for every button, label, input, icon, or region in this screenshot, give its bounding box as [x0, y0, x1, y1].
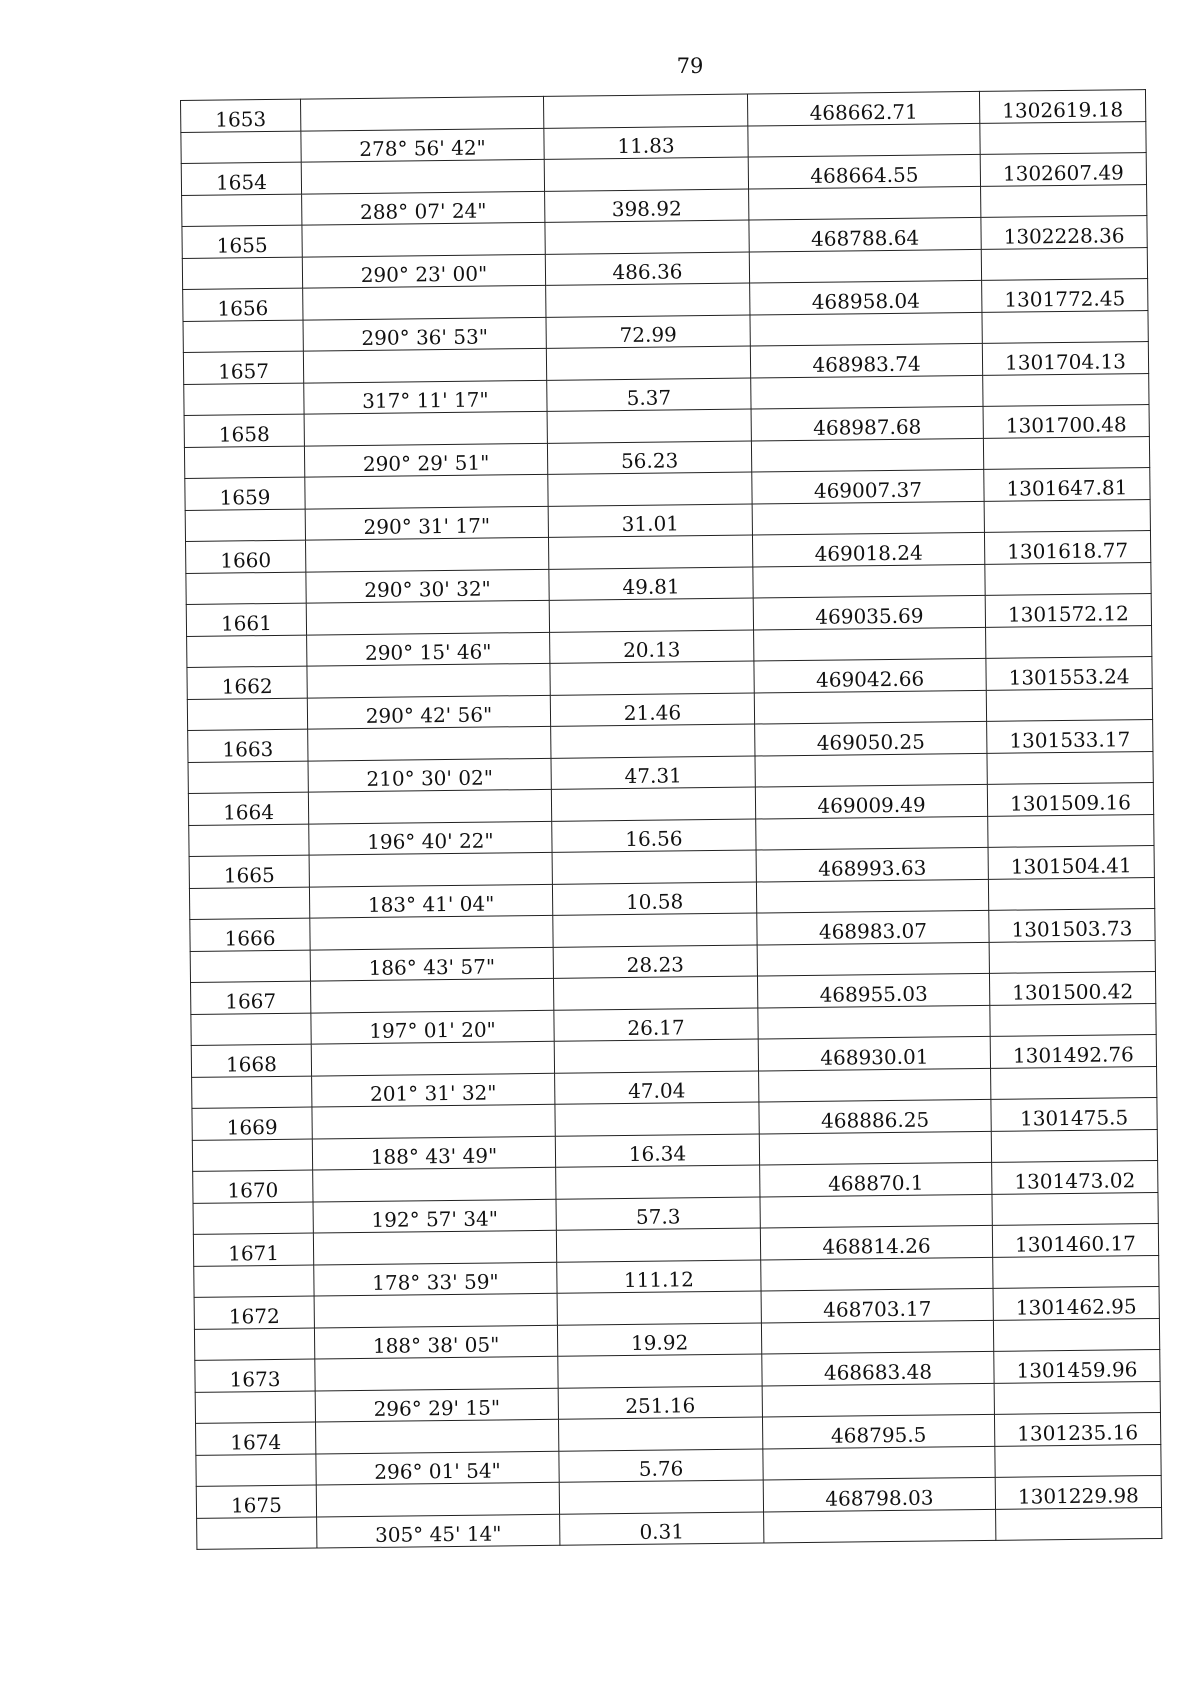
bearing-cell — [303, 285, 546, 319]
station-cell: 1663 — [188, 729, 308, 762]
bearing-cell — [306, 600, 549, 634]
station-cell: 1670 — [193, 1170, 313, 1203]
distance-cell — [555, 1102, 759, 1136]
easting-cell: 468983.74 — [750, 343, 982, 377]
survey-table-body — [181, 90, 1162, 1550]
northing-cell: 1302607.49 — [980, 153, 1146, 186]
easting-cell — [754, 627, 986, 661]
station-cell — [182, 257, 302, 290]
station-cell: 1658 — [184, 414, 304, 447]
easting-cell: 469009.49 — [755, 784, 987, 818]
distance-cell: 47.04 — [555, 1070, 759, 1104]
bearing-cell — [304, 411, 547, 445]
station-cell — [184, 383, 304, 416]
page-number: 79 — [676, 54, 704, 78]
bearing-cell: 188° 38' 05" — [314, 1325, 557, 1359]
northing-cell — [988, 814, 1154, 847]
easting-cell: 468993.63 — [756, 847, 988, 881]
easting-cell — [760, 1194, 992, 1228]
easting-cell: 469018.24 — [752, 532, 984, 566]
northing-cell — [987, 751, 1153, 784]
station-cell — [185, 509, 305, 542]
station-cell: 1664 — [188, 792, 308, 825]
easting-cell: 468703.17 — [761, 1288, 993, 1322]
bearing-cell — [308, 726, 551, 760]
station-cell: 1675 — [196, 1485, 316, 1518]
station-cell: 1666 — [190, 918, 310, 951]
northing-cell — [993, 1255, 1159, 1288]
station-cell — [186, 572, 306, 605]
easting-cell: 468662.71 — [747, 91, 979, 125]
station-cell — [195, 1391, 315, 1424]
northing-cell — [984, 499, 1150, 532]
bearing-cell — [311, 1041, 554, 1075]
easting-cell: 469007.37 — [752, 469, 984, 503]
easting-cell: 468870.1 — [760, 1162, 992, 1196]
easting-cell — [755, 753, 987, 787]
distance-cell — [546, 346, 750, 380]
bearing-cell: 178° 33' 59" — [314, 1262, 557, 1296]
station-cell — [193, 1202, 313, 1235]
bearing-cell: 201° 31' 32" — [312, 1073, 555, 1107]
distance-cell — [553, 913, 757, 947]
northing-cell: 1301235.16 — [994, 1412, 1160, 1445]
northing-cell: 1301492.76 — [990, 1034, 1156, 1067]
bearing-cell: 192° 57' 34" — [313, 1199, 556, 1233]
northing-cell: 1302228.36 — [981, 216, 1147, 249]
bearing-cell — [315, 1356, 558, 1390]
distance-cell: 486.36 — [545, 252, 749, 286]
easting-cell — [750, 312, 982, 346]
northing-cell — [996, 1507, 1162, 1540]
distance-cell — [546, 283, 750, 317]
distance-cell — [552, 850, 756, 884]
bearing-cell — [316, 1482, 559, 1516]
station-cell: 1654 — [181, 162, 301, 195]
bearing-cell — [301, 159, 544, 193]
easting-cell: 468814.26 — [760, 1225, 992, 1259]
station-cell: 1655 — [182, 225, 302, 258]
easting-cell — [748, 123, 980, 157]
distance-cell: 31.01 — [548, 504, 752, 538]
distance-cell: 0.31 — [560, 1511, 764, 1545]
northing-cell — [983, 373, 1149, 406]
station-cell — [194, 1265, 314, 1298]
survey-table-container — [180, 89, 1161, 1550]
northing-cell: 1301500.42 — [989, 971, 1155, 1004]
easting-cell — [754, 690, 986, 724]
northing-cell — [986, 688, 1152, 721]
northing-cell — [985, 562, 1151, 595]
distance-cell — [558, 1417, 762, 1451]
bearing-cell — [310, 915, 553, 949]
station-cell — [187, 635, 307, 668]
northing-cell — [986, 625, 1152, 658]
bearing-cell: 290° 42' 56" — [307, 695, 550, 729]
station-cell — [191, 1013, 311, 1046]
distance-cell: 72.99 — [546, 315, 750, 349]
bearing-cell — [309, 852, 552, 886]
easting-cell — [757, 942, 989, 976]
bearing-cell — [311, 978, 554, 1012]
northing-cell: 1301460.17 — [992, 1223, 1158, 1256]
survey-coordinate-table — [180, 89, 1162, 1550]
station-cell: 1661 — [186, 603, 306, 636]
northing-cell: 1302619.18 — [979, 90, 1145, 123]
bearing-cell: 278° 56' 42" — [301, 128, 544, 162]
easting-cell — [753, 564, 985, 598]
distance-cell — [544, 157, 748, 191]
bearing-cell: 183° 41' 04" — [309, 884, 552, 918]
easting-cell: 468955.03 — [757, 973, 989, 1007]
bearing-cell: 290° 30' 32" — [306, 569, 549, 603]
station-cell — [183, 320, 303, 353]
bearing-cell — [306, 537, 549, 571]
northing-cell — [981, 247, 1147, 280]
easting-cell: 468795.5 — [762, 1414, 994, 1448]
bearing-cell: 290° 36' 53" — [303, 317, 546, 351]
station-cell — [190, 950, 310, 983]
distance-cell: 26.17 — [554, 1008, 758, 1042]
bearing-cell: 317° 11' 17" — [304, 380, 547, 414]
easting-cell — [763, 1446, 995, 1480]
distance-cell — [556, 1165, 760, 1199]
easting-cell — [762, 1383, 994, 1417]
easting-cell — [751, 375, 983, 409]
distance-cell: 10.58 — [552, 882, 756, 916]
bearing-cell: 290° 29' 51" — [304, 443, 547, 477]
station-cell: 1668 — [191, 1044, 311, 1077]
northing-cell — [993, 1318, 1159, 1351]
bearing-cell: 290° 23' 00" — [302, 254, 545, 288]
bearing-cell: 296° 01' 54" — [316, 1451, 559, 1485]
easting-cell: 469042.66 — [754, 658, 986, 692]
distance-cell — [549, 598, 753, 632]
distance-cell: 5.37 — [547, 378, 751, 412]
distance-cell: 56.23 — [547, 441, 751, 475]
bearing-cell: 296° 29' 15" — [315, 1388, 558, 1422]
distance-cell — [545, 220, 749, 254]
station-cell — [189, 824, 309, 857]
station-cell: 1653 — [181, 99, 301, 132]
bearing-cell — [307, 663, 550, 697]
easting-cell — [756, 879, 988, 913]
easting-cell — [761, 1320, 993, 1354]
northing-cell: 1301229.98 — [995, 1475, 1161, 1508]
distance-cell: 28.23 — [553, 945, 757, 979]
distance-cell — [547, 409, 751, 443]
bearing-cell — [302, 222, 545, 256]
distance-cell: 398.92 — [545, 189, 749, 223]
easting-cell: 469050.25 — [755, 721, 987, 755]
bearing-cell: 188° 43' 49" — [312, 1136, 555, 1170]
northing-cell: 1301647.81 — [984, 468, 1150, 501]
station-cell — [188, 761, 308, 794]
distance-cell: 11.83 — [544, 126, 748, 160]
station-cell — [194, 1328, 314, 1361]
distance-cell: 21.46 — [550, 693, 754, 727]
easting-cell: 468987.68 — [751, 406, 983, 440]
northing-cell: 1301572.12 — [985, 594, 1151, 627]
easting-cell: 469035.69 — [753, 595, 985, 629]
distance-cell: 47.31 — [551, 756, 755, 790]
northing-cell: 1301772.45 — [982, 279, 1148, 312]
station-cell: 1673 — [195, 1359, 315, 1392]
station-cell — [196, 1454, 316, 1487]
easting-cell — [749, 249, 981, 283]
easting-cell — [756, 816, 988, 850]
northing-cell: 1301475.5 — [991, 1097, 1157, 1130]
distance-cell — [556, 1228, 760, 1262]
station-cell: 1671 — [193, 1233, 313, 1266]
northing-cell: 1301618.77 — [984, 531, 1150, 564]
bearing-cell — [313, 1230, 556, 1264]
station-cell — [184, 446, 304, 479]
easting-cell — [764, 1509, 996, 1543]
bearing-cell: 186° 43' 57" — [310, 947, 553, 981]
easting-cell: 468664.55 — [748, 154, 980, 188]
distance-cell: 16.34 — [555, 1133, 759, 1167]
distance-cell — [543, 94, 747, 128]
northing-cell — [991, 1066, 1157, 1099]
distance-cell: 20.13 — [550, 630, 754, 664]
easting-cell — [752, 501, 984, 535]
distance-cell: 16.56 — [552, 819, 756, 853]
bearing-cell — [305, 474, 548, 508]
distance-cell — [548, 472, 752, 506]
station-cell: 1656 — [183, 288, 303, 321]
northing-cell — [980, 121, 1146, 154]
northing-cell — [995, 1444, 1161, 1477]
easting-cell — [759, 1068, 991, 1102]
northing-cell: 1301459.96 — [994, 1349, 1160, 1382]
distance-cell: 19.92 — [557, 1322, 761, 1356]
distance-cell — [557, 1291, 761, 1325]
northing-cell: 1301473.02 — [992, 1160, 1158, 1193]
northing-cell — [991, 1129, 1157, 1162]
northing-cell: 1301509.16 — [987, 783, 1153, 816]
station-cell — [197, 1517, 317, 1550]
northing-cell — [994, 1381, 1160, 1414]
bearing-cell — [303, 348, 546, 382]
distance-cell: 251.16 — [558, 1385, 762, 1419]
bearing-cell — [312, 1104, 555, 1138]
distance-cell: 5.76 — [559, 1448, 763, 1482]
easting-cell — [761, 1257, 993, 1291]
northing-cell: 1301533.17 — [987, 720, 1153, 753]
northing-cell — [981, 184, 1147, 217]
bearing-cell: 290° 15' 46" — [307, 632, 550, 666]
station-cell: 1674 — [196, 1422, 316, 1455]
distance-cell — [553, 976, 757, 1010]
northing-cell — [988, 877, 1154, 910]
bearing-cell: 210° 30' 02" — [308, 758, 551, 792]
bearing-cell — [316, 1419, 559, 1453]
station-cell: 1659 — [185, 477, 305, 510]
bearing-cell: 196° 40' 22" — [309, 821, 552, 855]
northing-cell — [990, 1003, 1156, 1036]
distance-cell — [559, 1480, 763, 1514]
northing-cell: 1301700.48 — [983, 405, 1149, 438]
station-cell: 1662 — [187, 666, 307, 699]
station-cell — [189, 887, 309, 920]
easting-cell — [751, 438, 983, 472]
bearing-cell: 290° 31' 17" — [305, 506, 548, 540]
northing-cell: 1301553.24 — [986, 657, 1152, 690]
distance-cell — [558, 1354, 762, 1388]
northing-cell: 1301704.13 — [982, 342, 1148, 375]
station-cell — [192, 1139, 312, 1172]
station-cell: 1669 — [192, 1107, 312, 1140]
distance-cell — [550, 661, 754, 695]
distance-cell — [551, 787, 755, 821]
easting-cell: 468983.07 — [757, 910, 989, 944]
station-cell — [181, 131, 301, 164]
bearing-cell: 197° 01' 20" — [311, 1010, 554, 1044]
distance-cell: 49.81 — [549, 567, 753, 601]
bearing-cell — [308, 789, 551, 823]
easting-cell: 468788.64 — [749, 217, 981, 251]
station-cell — [187, 698, 307, 731]
northing-cell: 1301504.41 — [988, 845, 1154, 878]
northing-cell: 1301503.73 — [989, 908, 1155, 941]
easting-cell: 468886.25 — [759, 1099, 991, 1133]
northing-cell — [982, 310, 1148, 343]
station-cell — [192, 1076, 312, 1109]
northing-cell: 1301462.95 — [993, 1286, 1159, 1319]
bearing-cell: 288° 07' 24" — [302, 191, 545, 225]
distance-cell — [551, 724, 755, 758]
distance-cell — [548, 535, 752, 569]
easting-cell: 468798.03 — [763, 1477, 995, 1511]
station-cell: 1665 — [189, 855, 309, 888]
station-cell: 1667 — [191, 981, 311, 1014]
northing-cell — [992, 1192, 1158, 1225]
easting-cell — [749, 186, 981, 220]
distance-cell: 57.3 — [556, 1196, 760, 1230]
easting-cell — [758, 1005, 990, 1039]
bearing-cell: 305° 45' 14" — [317, 1514, 560, 1548]
bearing-cell — [314, 1293, 557, 1327]
easting-cell — [759, 1131, 991, 1165]
easting-cell: 468930.01 — [758, 1036, 990, 1070]
distance-cell — [554, 1039, 758, 1073]
northing-cell — [989, 940, 1155, 973]
bearing-cell — [313, 1167, 556, 1201]
station-cell: 1657 — [183, 351, 303, 384]
distance-cell: 111.12 — [557, 1259, 761, 1293]
northing-cell — [983, 436, 1149, 469]
easting-cell: 468683.48 — [762, 1351, 994, 1385]
bearing-cell — [300, 96, 543, 130]
station-cell — [182, 194, 302, 227]
easting-cell: 468958.04 — [750, 280, 982, 314]
station-cell: 1660 — [186, 540, 306, 573]
station-cell: 1672 — [194, 1296, 314, 1329]
